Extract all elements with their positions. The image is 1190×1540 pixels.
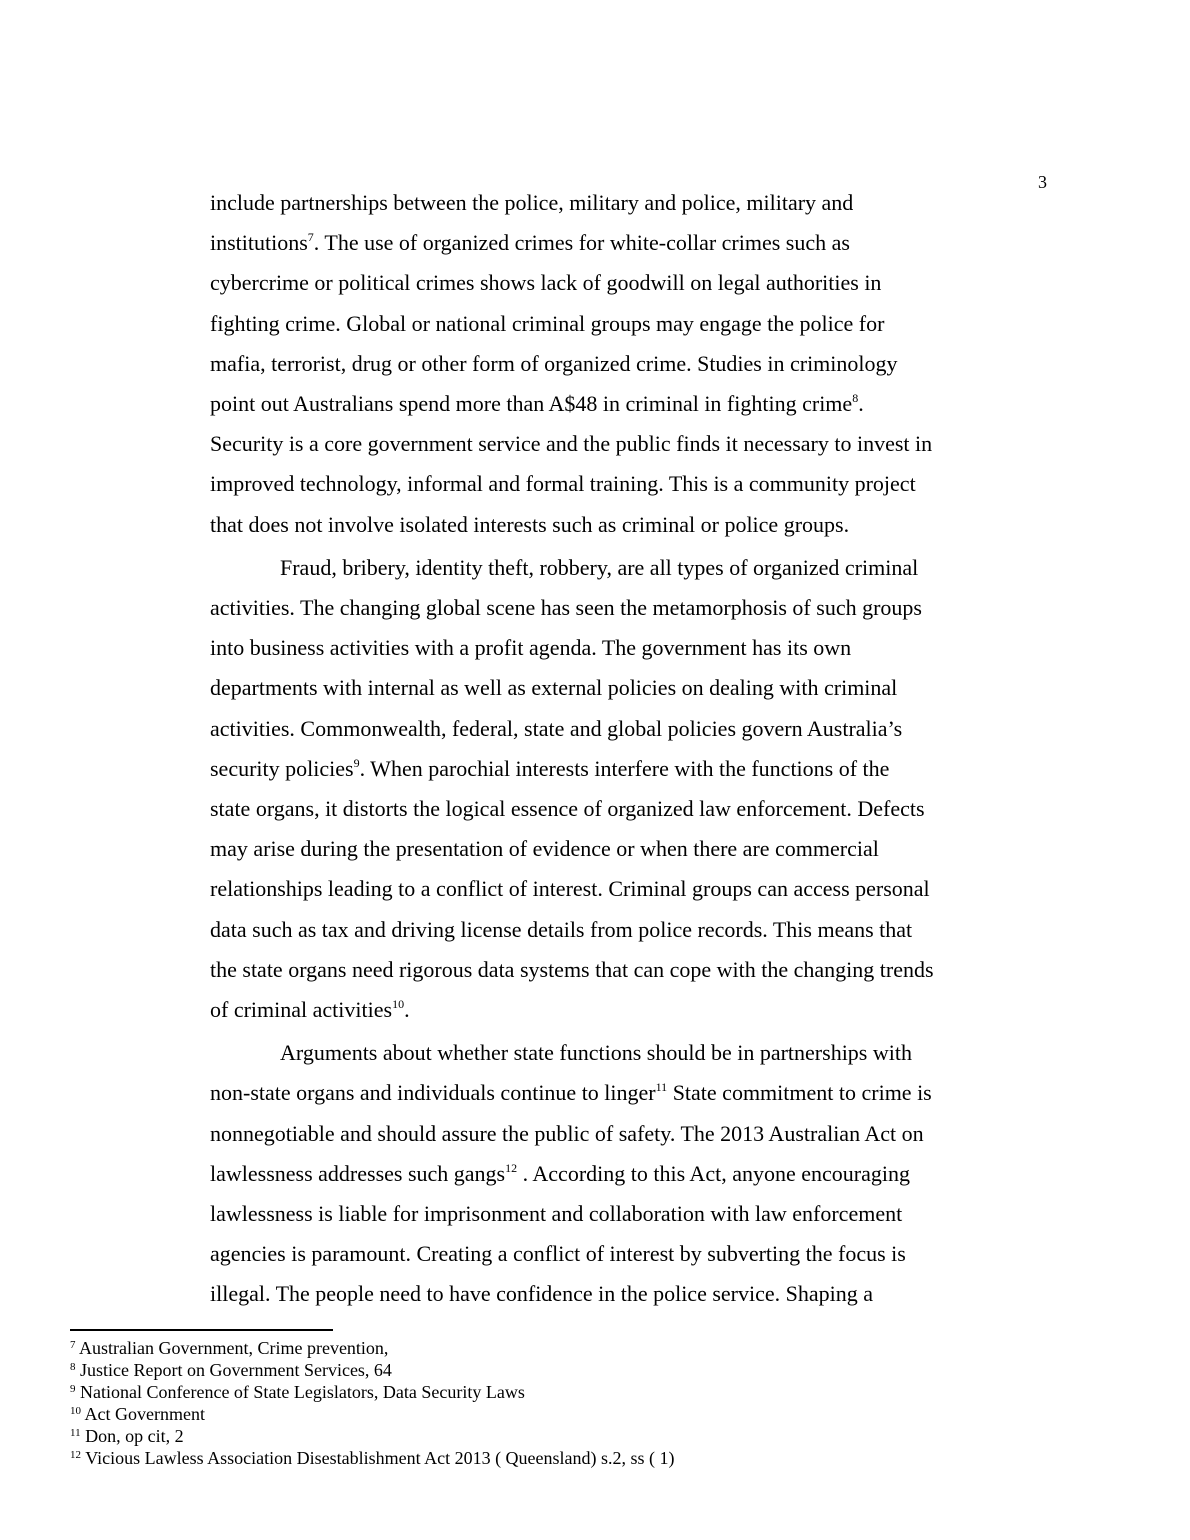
footnote-number: 10 bbox=[70, 1405, 81, 1417]
text-line bbox=[210, 829, 985, 869]
text-line bbox=[210, 464, 985, 504]
text-line bbox=[210, 628, 985, 668]
line-text: fighting crime. Global or national criminal groups may engage the police for bbox=[210, 310, 885, 336]
text-line bbox=[210, 910, 985, 950]
text-line bbox=[210, 548, 985, 588]
text-line bbox=[210, 749, 985, 789]
footnote-text: Australian Government, Crime prevention, bbox=[79, 1338, 389, 1358]
footnote-reference[interactable]: 9 bbox=[353, 755, 360, 770]
text-line bbox=[210, 384, 985, 424]
line-text: that does not involve isolated interests such as criminal or police groups. bbox=[210, 511, 850, 537]
text-line bbox=[210, 588, 985, 628]
text-line bbox=[210, 344, 985, 384]
line-text: Security is a core government service and the public finds it necessary to invest in bbox=[210, 431, 933, 457]
footnote-reference[interactable]: 7 bbox=[307, 230, 314, 245]
line-text: into business activities with a profit agenda. The government has its own bbox=[210, 635, 852, 661]
line-text: the state organs need rigorous data systems that can cope with the changing trends bbox=[210, 956, 934, 982]
line-text: relationships leading to a conflict of interest. Criminal groups can access personal bbox=[210, 876, 930, 902]
line-text: non-state organs and individuals continue to linger bbox=[210, 1080, 656, 1106]
text-line bbox=[210, 950, 985, 990]
line-text: cybercrime or political crimes shows lack of goodwill on legal authorities in bbox=[210, 270, 882, 296]
footnote-text: Vicious Lawless Association Disestablishment Act 2013 ( Queensland) s.2, ss ( 1) bbox=[85, 1448, 675, 1468]
text-line bbox=[210, 1114, 985, 1154]
line-text: activities. Commonwealth, federal, state and global policies govern Australia’s bbox=[210, 715, 903, 741]
line-text: security policies bbox=[210, 755, 354, 781]
text-line bbox=[210, 668, 985, 708]
footnote-reference[interactable]: 12 bbox=[505, 1160, 518, 1175]
text-line bbox=[210, 1194, 985, 1234]
line-text: agencies is paramount. Creating a conflict of interest by subverting the focus is bbox=[210, 1241, 906, 1267]
text-line bbox=[210, 789, 985, 829]
line-text: Fraud, bribery, identity theft, robbery, are all types of organized criminal bbox=[280, 554, 919, 580]
text-line bbox=[210, 1274, 985, 1314]
line-text: activities. The changing global scene has seen the metamorphosis of such groups bbox=[210, 595, 922, 621]
paragraph bbox=[210, 548, 985, 1030]
footnotes bbox=[70, 1337, 675, 1469]
footnote-9 bbox=[70, 1381, 675, 1403]
footnote-text: Justice Report on Government Services, 64 bbox=[80, 1360, 392, 1380]
text-line bbox=[210, 183, 985, 223]
text-line bbox=[210, 1154, 985, 1194]
footnote-text: Act Government bbox=[84, 1404, 205, 1424]
text-line bbox=[210, 869, 985, 909]
line-text-continued: . The use of organized crimes for white-collar crimes such as bbox=[313, 230, 850, 256]
text-line bbox=[210, 1073, 985, 1113]
line-text: lawlessness addresses such gangs bbox=[210, 1160, 506, 1186]
line-text-continued: . bbox=[404, 997, 410, 1023]
page-number: 3 bbox=[1038, 172, 1047, 192]
footnote-number: 12 bbox=[70, 1449, 81, 1461]
footnote-number: 7 bbox=[70, 1339, 76, 1351]
line-text: state organs, it distorts the logical essence of organized law enforcement. Defects bbox=[210, 796, 925, 822]
footnote-separator bbox=[70, 1329, 333, 1331]
footnote-reference[interactable]: 10 bbox=[392, 997, 405, 1012]
line-text: of criminal activities bbox=[210, 997, 393, 1023]
line-text: lawlessness is liable for imprisonment and collaboration with law enforcement bbox=[210, 1201, 903, 1227]
text-line bbox=[210, 1234, 985, 1274]
footnote-10 bbox=[70, 1403, 675, 1425]
footnote-number: 11 bbox=[70, 1427, 81, 1439]
text-line bbox=[210, 263, 985, 303]
body-text bbox=[210, 183, 985, 1315]
footnote-11 bbox=[70, 1425, 675, 1447]
line-text: departments with internal as well as external policies on dealing with criminal bbox=[210, 675, 898, 701]
text-line bbox=[210, 304, 985, 344]
paragraph bbox=[210, 1033, 985, 1314]
footnote-reference[interactable]: 11 bbox=[655, 1080, 668, 1095]
line-text: Arguments about whether state functions should be in partnerships with bbox=[280, 1040, 912, 1066]
line-text: improved technology, informal and formal training. This is a community project bbox=[210, 471, 916, 497]
line-text-continued: . When parochial interests interfere with the functions of the bbox=[359, 755, 890, 781]
line-text: include partnerships between the police, military and police, military and bbox=[210, 190, 854, 215]
text-line bbox=[210, 424, 985, 464]
footnote-8 bbox=[70, 1359, 675, 1381]
footnote-reference[interactable]: 8 bbox=[852, 391, 859, 406]
line-text: nonnegotiable and should assure the public of safety. The 2013 Australian Act on bbox=[210, 1120, 924, 1146]
footnote-text: Don, op cit, 2 bbox=[85, 1426, 184, 1446]
text-line bbox=[210, 990, 985, 1030]
line-text: point out Australians spend more than A$48 in criminal in fighting crime bbox=[210, 391, 853, 417]
line-text: illegal. The people need to have confidence in the police service. Shaping a bbox=[210, 1281, 874, 1307]
line-text-continued: . According to this Act, anyone encouraging bbox=[517, 1160, 910, 1186]
text-line bbox=[210, 505, 985, 545]
line-text: data such as tax and driving license details from police records. This means that bbox=[210, 916, 913, 942]
footnote-number: 9 bbox=[70, 1383, 76, 1395]
line-text: institutions bbox=[210, 230, 308, 256]
line-text-continued: . bbox=[858, 391, 864, 417]
text-line bbox=[210, 709, 985, 749]
footnote-7 bbox=[70, 1337, 675, 1359]
line-text: mafia, terrorist, drug or other form of organized crime. Studies in criminology bbox=[210, 350, 898, 376]
footnote-number: 8 bbox=[70, 1361, 76, 1373]
line-text-continued: State commitment to crime is bbox=[667, 1080, 932, 1106]
footnote-text: National Conference of State Legislators, Data Security Laws bbox=[80, 1382, 525, 1402]
footnote-12 bbox=[70, 1447, 675, 1469]
line-text: may arise during the presentation of evidence or when there are commercial bbox=[210, 836, 879, 862]
paragraph bbox=[210, 183, 985, 545]
text-line bbox=[210, 223, 985, 263]
text-line bbox=[210, 1033, 985, 1073]
